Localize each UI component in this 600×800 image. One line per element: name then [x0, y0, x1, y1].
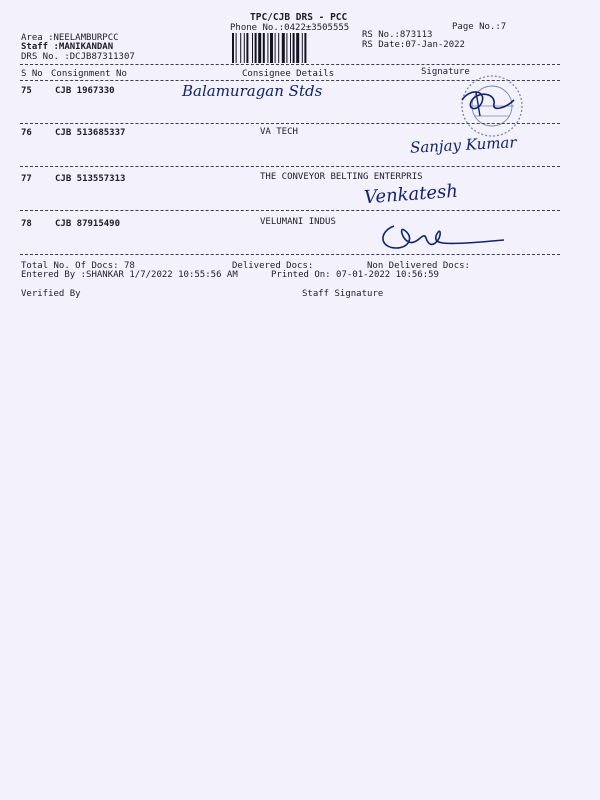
handwritten-signature-name: Venkatesh — [363, 180, 459, 209]
non-delivered-docs: Non Delivered Docs: — [367, 261, 470, 271]
rs-number: RS No.:873113 — [362, 30, 433, 40]
divider-top — [20, 64, 560, 65]
signature-row-75 — [452, 86, 522, 126]
row-consignment-no: CJB 513557313 — [55, 174, 126, 184]
row-consignee: THE CONVEYOR BELTING ENTERPRIS — [260, 172, 423, 182]
col-signature: Signature — [421, 67, 470, 77]
entered-by: Entered By :SHANKAR 1/7/2022 10:55:56 AM — [21, 270, 238, 280]
total-docs: Total No. Of Docs: 78 — [21, 261, 135, 271]
report-title: TPC/CJB DRS - PCC — [250, 12, 348, 23]
col-sno: S No — [21, 69, 43, 79]
staff-signature: Staff Signature — [302, 289, 384, 299]
drs-number: DRS No. :DCJB87311307 — [21, 52, 135, 62]
handwritten-signature-name: Sanjay Kumar — [409, 133, 517, 157]
printed-on: Printed On: 07-01-2022 10:56:59 — [271, 270, 439, 280]
divider-row-77 — [20, 210, 560, 211]
area-label: Area :NEELAMBURPCC — [21, 33, 119, 43]
handwritten-consignee-name: Balamuragan Stds — [182, 82, 323, 100]
phone-number: Phone No.:0422±3505555 — [230, 23, 350, 33]
row-consignee: VELUMANI INDUS — [260, 217, 336, 227]
signature-row-78 — [374, 212, 514, 260]
page-number: Page No.:7 — [452, 22, 507, 32]
staff-label: Staff :MANIKANDAN — [21, 42, 114, 52]
col-consignment: Consignment No — [51, 69, 127, 79]
row-sno: 78 — [21, 219, 32, 229]
row-consignment-no: CJB 513685337 — [55, 128, 126, 138]
barcode-image — [231, 33, 355, 63]
row-sno: 76 — [21, 128, 32, 138]
verified-by: Verified By — [21, 289, 81, 299]
row-consignee: VA TECH — [260, 127, 298, 137]
row-sno: 77 — [21, 174, 32, 184]
rs-date: RS Date:07-Jan-2022 — [362, 40, 465, 50]
row-consignment-no: CJB 1967330 — [55, 86, 115, 96]
divider-row-76 — [20, 166, 560, 167]
divider-row-75 — [20, 123, 560, 124]
row-sno: 75 — [21, 86, 32, 96]
divider-bottom — [20, 254, 560, 255]
row-consignment-no: CJB 87915490 — [55, 219, 121, 229]
col-consignee: Consignee Details — [242, 69, 335, 79]
delivered-docs: Delivered Docs: — [232, 261, 314, 271]
